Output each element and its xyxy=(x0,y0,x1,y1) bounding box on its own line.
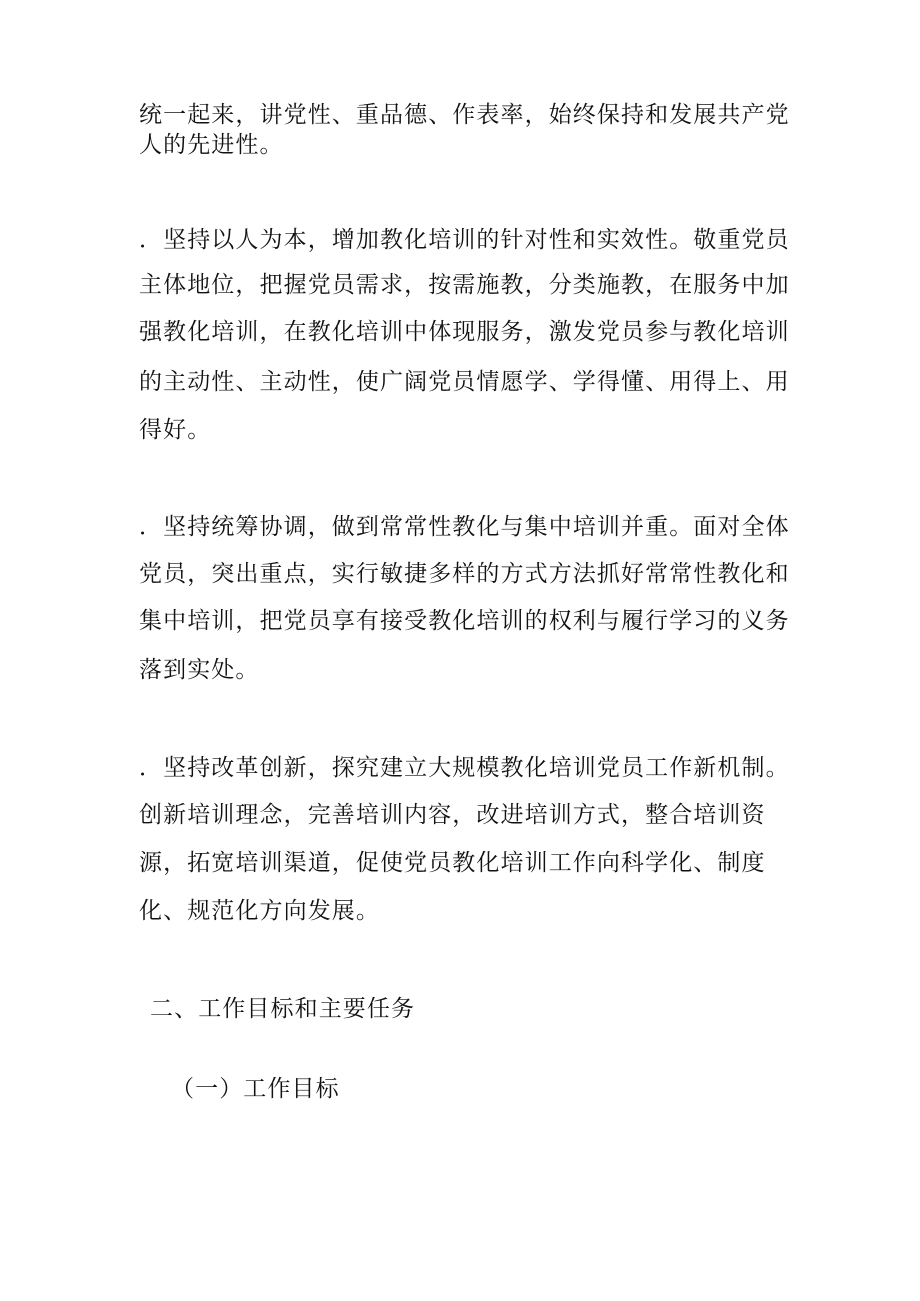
section-heading: 二、工作目标和主要任务 xyxy=(150,996,416,1022)
paragraph-4-line-3: 源，拓宽培训渠道，促使党员教化培训工作向科学化、制度 xyxy=(139,850,766,876)
paragraph-1-line-1: 统一起来，讲党性、重品德、作表率，始终保持和发展共产党 xyxy=(139,102,790,128)
paragraph-4-line-4: 化、规范化方向发展。 xyxy=(139,898,380,924)
paragraph-1-line-2: 人的先进性。 xyxy=(139,132,284,158)
paragraph-2-line-5: 得好。 xyxy=(139,417,212,443)
subsection-heading: （一）工作目标 xyxy=(171,1076,340,1102)
paragraph-4-line-2: 创新培训理念，完善培训内容，改进培训方式，整合培训资 xyxy=(139,802,766,828)
paragraph-3-line-1: ．坚持统筹协调，做到常常性教化与集中培训并重。面对全体 xyxy=(139,514,790,540)
paragraph-4-line-1: ．坚持改革创新，探究建立大规模教化培训党员工作新机制。 xyxy=(139,755,790,781)
paragraph-2-line-4: 的主动性、主动性，使广阔党员情愿学、学得懂、用得上、用 xyxy=(139,369,790,395)
paragraph-2-line-1: ．坚持以人为本，增加教化培训的针对性和实效性。敬重党员 xyxy=(139,227,790,253)
paragraph-3-line-4: 落到实处。 xyxy=(139,657,260,683)
paragraph-2-line-3: 强教化培训，在教化培训中体现服务，激发党员参与教化培训 xyxy=(139,319,790,345)
paragraph-2-line-2: 主体地位，把握党员需求，按需施教，分类施教，在服务中加 xyxy=(139,272,790,298)
paragraph-3-line-3: 集中培训，把党员享有接受教化培训的权利与履行学习的义务 xyxy=(139,608,790,634)
paragraph-3-line-2: 党员，突出重点，实行敏捷多样的方式方法抓好常常性教化和 xyxy=(139,561,790,587)
